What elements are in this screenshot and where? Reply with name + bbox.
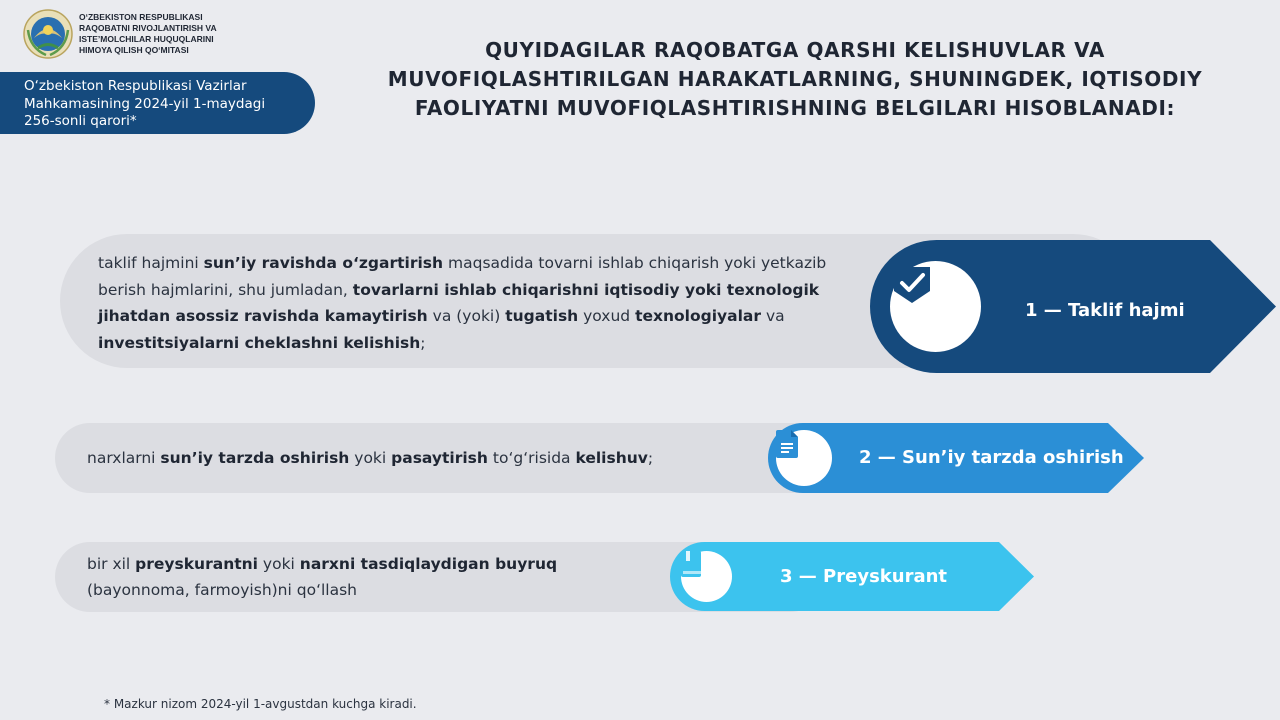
- item-1-label: 1 — Taklif hajmi: [1025, 300, 1185, 321]
- org-name: O‘ZBEKISTON RESPUBLIKASI RAQOBATNI RIVOJLANTIRISH VA ISTE’MOLCHILAR HUQUQLARINI HIMOYA QILISH QO‘MITASI: [79, 12, 217, 55]
- text-line: [87, 551, 557, 577]
- text-segment: yoki: [349, 449, 392, 467]
- bold-text: pasaytirish: [391, 449, 488, 467]
- footnote: * Mazkur nizom 2024-yil 1-avgustdan kuchga kiradi.: [104, 697, 417, 711]
- state-emblem-icon: [22, 8, 74, 60]
- decree-badge: O‘zbekiston Respublikasi Vazirlar Mahkamasining 2024-yil 1-maydagi 256-sonli qarori*: [0, 72, 315, 134]
- item-2-tag: [768, 423, 1144, 493]
- bold-text: preyskurantni: [135, 555, 258, 573]
- bold-text: jihatdan asossiz ravishda kamaytirish: [98, 307, 428, 325]
- shield-check-icon: [890, 261, 981, 352]
- item-2-text: [87, 447, 653, 469]
- book-icon: [681, 551, 732, 602]
- document-icon: [776, 430, 832, 486]
- text-line: [98, 330, 826, 357]
- text-segment: ;: [420, 333, 426, 352]
- text-segment: va (yoki): [427, 307, 506, 325]
- item-1-text: [98, 250, 826, 356]
- text-line: [98, 277, 826, 304]
- item-3-text: [87, 551, 557, 603]
- text-segment: taklif hajmini: [98, 254, 204, 272]
- text-segment: narxlarni: [87, 449, 161, 467]
- item-1-tag: [870, 240, 1276, 373]
- bold-text: investitsiyalarni cheklashni kelishish: [98, 333, 421, 352]
- text-segment: yoki: [258, 555, 300, 573]
- text-segment: ;: [647, 449, 654, 467]
- bold-text: tovarlarni ishlab chiqarishni iqtisodiy yoki texnologik: [352, 280, 820, 299]
- bold-text: narxni tasdiqlaydigan buyruq: [299, 555, 558, 573]
- text-line: [98, 250, 826, 277]
- bold-text: kelishuv: [575, 449, 648, 467]
- text-segment: va: [761, 307, 785, 325]
- text-segment: maqsadida tovarni ishlab chiqarish yoki yetkazib: [443, 254, 827, 272]
- bold-text: texnologiyalar: [635, 307, 762, 325]
- bold-text: tugatish: [505, 307, 579, 325]
- text-segment: to‘g‘risida: [487, 449, 576, 467]
- page-title: QUYIDAGILAR RAQOBATGA QARSHI KELISHUVLAR VA MUVOFIQLASHTIRILGAN HARAKATLARNING, SHUNINGDEK, IQTISODIY FAOLIYATNI MUVOFIQLASHTIRISHNING BELGILARI HISOBLANADI:: [387, 38, 1203, 120]
- text-segment: yoxud: [578, 307, 636, 325]
- item-3-label: 3 — Preyskurant: [780, 566, 948, 587]
- bold-text: sun’iy tarzda oshirish: [160, 449, 350, 467]
- text-line: [87, 577, 557, 603]
- text-line: [87, 447, 653, 469]
- text-segment: (bayonnoma, farmoyish)ni qo‘llash: [87, 581, 358, 599]
- text-line: [98, 303, 826, 330]
- item-2-label: 2 — Sun’iy tarzda oshirish: [859, 447, 1124, 468]
- bold-text: sun’iy ravishda o‘zgartirish: [203, 254, 444, 272]
- item-3-tag: [670, 542, 1034, 611]
- text-segment: berish hajmlarini, shu jumladan,: [98, 280, 353, 299]
- text-segment: bir xil: [87, 555, 136, 573]
